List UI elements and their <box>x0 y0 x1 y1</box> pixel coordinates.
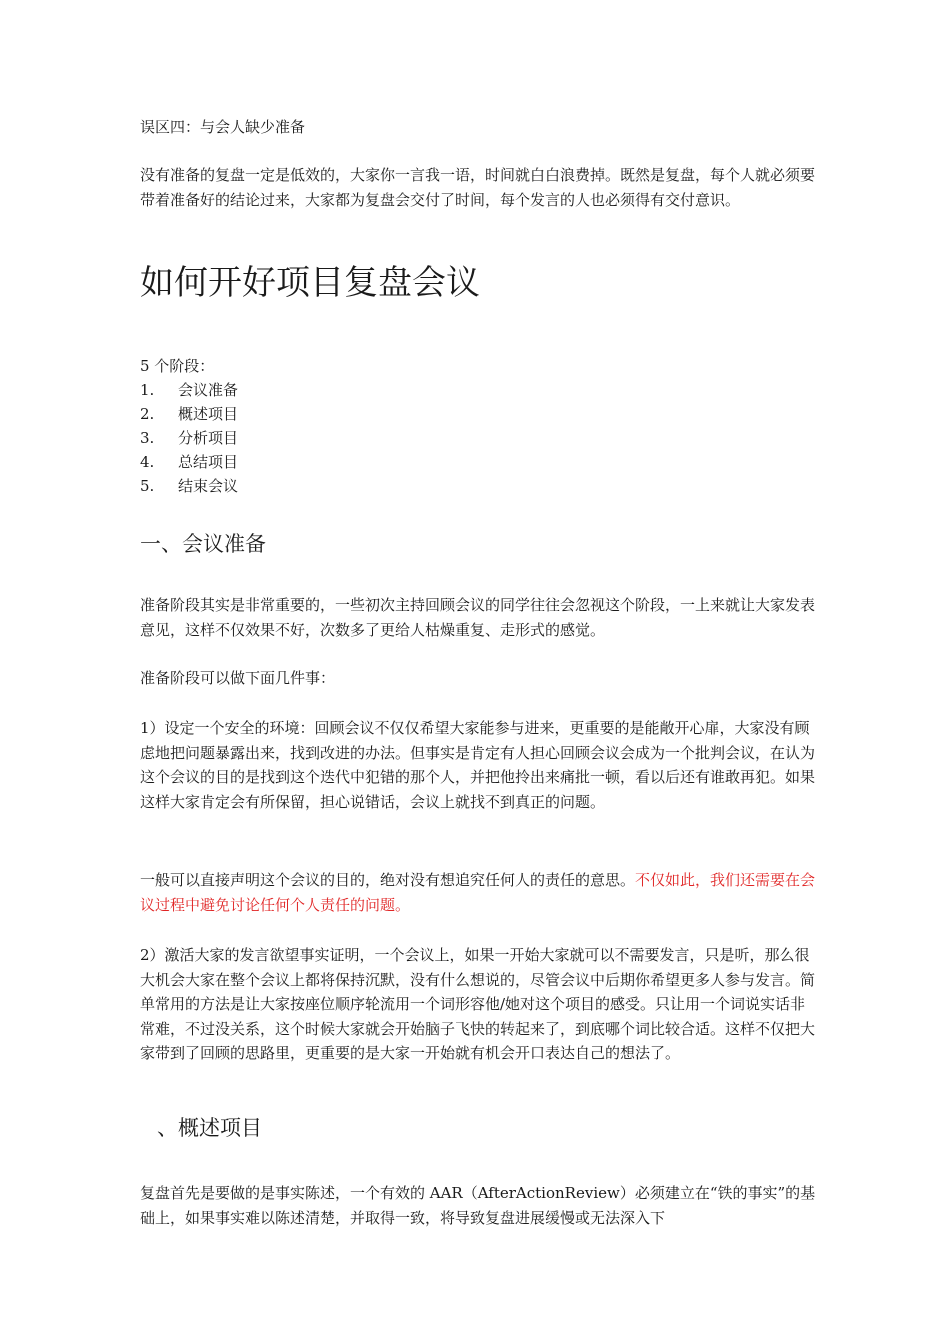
misconception-heading: 误区四：与会人缺少准备 <box>140 118 306 136</box>
purpose-paragraph <box>140 868 820 917</box>
list-label: 分析项目 <box>178 429 239 447</box>
list-label: 会议准备 <box>178 381 239 399</box>
list-item <box>140 426 820 450</box>
list-label: 结束会议 <box>178 477 239 495</box>
list-label: 总结项目 <box>178 453 239 471</box>
list-number: 2. <box>140 405 155 423</box>
list-number: 5. <box>140 477 155 495</box>
section1-heading: 一、会议准备 <box>140 532 266 556</box>
list-label: 概述项目 <box>178 405 239 423</box>
section1-tasks-lead: 准备阶段可以做下面几件事： <box>140 669 336 687</box>
list-item <box>140 402 820 426</box>
list-number: 4. <box>140 453 155 471</box>
highlighted-text: 不仅如此，我们还需要在会议过程中避免讨论任何个人责任的问题。 <box>140 871 816 914</box>
purpose-text: 一般可以直接声明这个会议的目的，绝对没有想追究任何人的责任的意思。 <box>140 871 636 889</box>
list-item <box>140 378 820 402</box>
activate-speaking-paragraph: 2）激活大家的发言欲望事实证明，一个会议上，如果一开始大家就可以不需要发言，只是听，那么很大机会大家在整个会议上都将保持沉默，没有什么想说的，尽管会议中后期你希望更多人参与发言。简单常用的方法是让大家按座位顺序轮流用一个词形容他/她对这个项目的感受。只让用一个词说实话非常难，不过没关系，这个时候大家就会开始脑子飞快的转起来了，到底哪个词比较合适。这样不仅把大家带到了回顾的思路里，更重要的是大家一开始就有机会开口表达自己的想法了。 <box>140 946 816 1062</box>
stages-list <box>140 378 820 498</box>
list-number: 1. <box>140 381 155 399</box>
list-number: 3. <box>140 429 155 447</box>
list-item <box>140 450 820 474</box>
stages-intro: 5 个阶段： <box>140 357 215 375</box>
section2-heading: 、概述项目 <box>157 1116 262 1140</box>
section2-intro-paragraph: 复盘首先是要做的是事实陈述，一个有效的 AAR（AfterActionReview）必须建立在“铁的事实”的基础上，如果事实难以陈述清楚，并取得一致，将导致复盘进展缓慢或无法深入下 <box>140 1184 816 1227</box>
list-item <box>140 474 820 498</box>
section1-intro-paragraph: 准备阶段其实是非常重要的，一些初次主持回顾会议的同学往往会忽视这个阶段，一上来就让大家发表意见，这样不仅效果不好，次数多了更给人枯燥重复、走形式的感觉。 <box>140 596 816 639</box>
safe-environment-paragraph: 1）设定一个安全的环境：回顾会议不仅仅希望大家能参与进来，更重要的是能敞开心扉，大家没有顾虑地把问题暴露出来，找到改进的办法。但事实是肯定有人担心回顾会议会成为一个批判会议，在认为这个会议的目的是找到这个迭代中犯错的那个人，并把他拎出来痛批一顿，看以后还有谁敢再犯。如果这样大家肯定会有所保留，担心说错话，会议上就找不到真正的问题。 <box>140 719 816 811</box>
page-title: 如何开好项目复盘会议 <box>140 263 480 303</box>
unprepared-paragraph: 没有准备的复盘一定是低效的，大家你一言我一语，时间就白白浪费掉。既然是复盘，每个人就必须要带着准备好的结论过来，大家都为复盘会交付了时间，每个发言的人也必须得有交付意识。 <box>140 166 816 209</box>
